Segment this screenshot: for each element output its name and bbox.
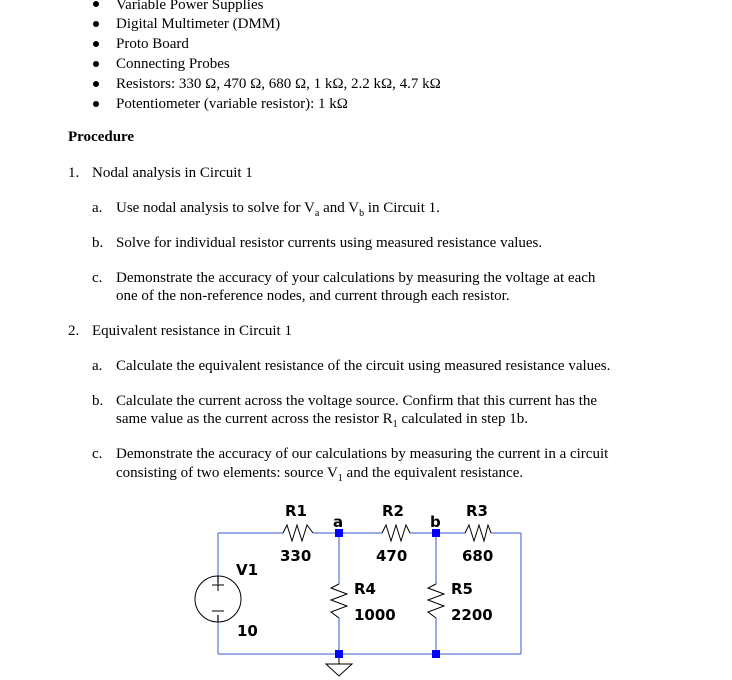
r1-label: R1 — [285, 502, 307, 520]
step-letter: b. — [92, 235, 104, 251]
node-a-label: a — [333, 513, 344, 531]
equipment-item: Proto Board — [116, 36, 189, 52]
step-text: Calculate the equivalent resistance of the circuit using measured resistance values. — [116, 358, 611, 374]
resistor-r3 — [465, 525, 491, 541]
equipment-item: Connecting Probes — [116, 56, 230, 72]
section-title: Equivalent resistance in Circuit 1 — [92, 323, 292, 339]
step-letter: a. — [92, 200, 103, 216]
ground-icon — [326, 664, 352, 676]
r3-label: R3 — [466, 502, 488, 520]
step-letter: c. — [92, 446, 103, 462]
step-text: consisting of two elements: source $V_1$ and the equivalent resistance. — [116, 465, 524, 484]
r2-value: 470 — [376, 547, 408, 565]
step-text: Use nodal analysis to solve for $V_a$ and $V_b$ in Circuit 1. — [116, 200, 440, 219]
step-text: Demonstrate the accuracy of your calculations by measuring the voltage at each — [116, 270, 596, 286]
step-letter: b. — [92, 393, 104, 409]
section-number: 2. — [68, 323, 80, 339]
equipment-item: Potentiometer (variable resistor): 1 kΩ — [116, 96, 348, 112]
step-text: Solve for individual resistor currents using measured resistance values. — [116, 235, 543, 251]
r5-value: 2200 — [451, 606, 493, 624]
procedure-heading: Procedure — [68, 129, 135, 145]
step-letter: a. — [92, 358, 103, 374]
r4-label: R4 — [354, 580, 376, 598]
bottom-node-marker — [432, 650, 440, 658]
resistor-r5 — [428, 584, 444, 618]
step-letter: c. — [92, 270, 103, 286]
r1-value: 330 — [280, 547, 312, 565]
resistor-r4 — [331, 584, 347, 618]
r3-value: 680 — [462, 547, 494, 565]
equipment-item: Digital Multimeter (DMM) — [116, 16, 281, 32]
step-text: Demonstrate the accuracy of our calculations by measuring the current in a circuit — [116, 446, 609, 462]
section-title: Nodal analysis in Circuit 1 — [92, 165, 253, 181]
ground-node-marker — [335, 650, 343, 658]
equipment-item: Resistors: 330 Ω, 470 Ω, 680 Ω, 1 kΩ, 2.2 kΩ, 4.7 kΩ — [116, 76, 441, 92]
equipment-item: Variable Power Supplies — [116, 0, 264, 13]
resistor-r1 — [283, 525, 313, 541]
step-text: Calculate the current across the voltage source. Confirm that this current has the — [116, 393, 598, 409]
v1-label: V1 — [236, 561, 259, 579]
step-text: same value as the current across the resistor $R_1$ calculated in step 1b. — [116, 411, 528, 430]
r2-label: R2 — [382, 502, 404, 520]
r5-label: R5 — [451, 580, 473, 598]
node-b-label: b — [430, 513, 441, 531]
section-number: 1. — [68, 165, 80, 181]
r4-value: 1000 — [354, 606, 396, 624]
resistor-r2 — [382, 525, 410, 541]
v1-value: 10 — [237, 622, 258, 640]
step-text: one of the non-reference nodes, and current through each resistor. — [116, 288, 510, 304]
